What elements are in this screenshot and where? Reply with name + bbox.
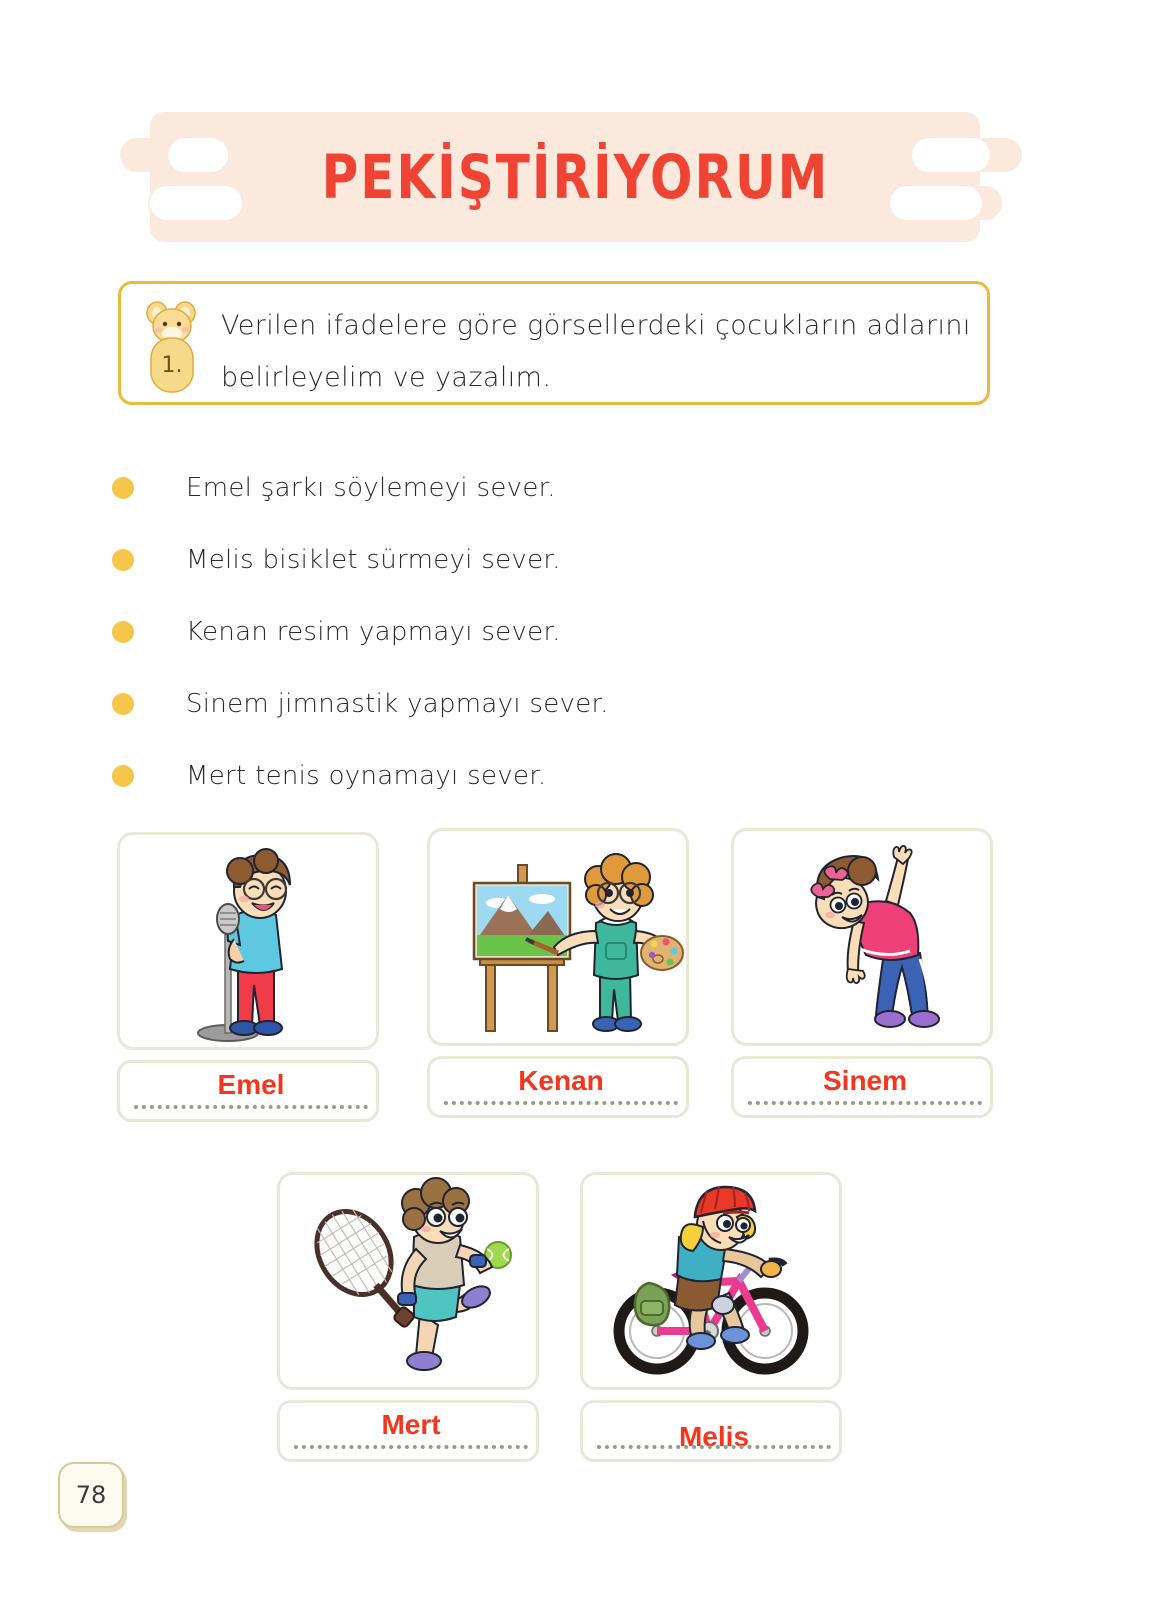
answer-box[interactable]	[731, 1056, 993, 1118]
list-item	[112, 524, 812, 596]
page-header-banner	[0, 112, 1151, 242]
instruction-box	[118, 281, 990, 405]
writing-line	[134, 1105, 368, 1109]
answer-text: Melis	[678, 1421, 750, 1452]
statement-text: Sinem jimnastik yapmayı sever.	[186, 689, 609, 719]
answer-box[interactable]	[117, 1060, 379, 1122]
mouse-icon	[143, 296, 201, 396]
writing-line	[294, 1445, 528, 1449]
answer-box[interactable]	[427, 1056, 689, 1118]
page-title: PEKİŞTİRİYORUM	[321, 142, 830, 213]
girl-gymnastics-stretch-icon	[731, 828, 993, 1046]
answer-card-sinem	[731, 828, 993, 1118]
list-item	[112, 740, 812, 812]
girl-riding-bicycle-icon	[580, 1172, 842, 1390]
answer-text: Sinem	[822, 1065, 908, 1096]
list-item	[112, 452, 812, 524]
statement-text: Mert tenis oynamayı sever.	[186, 761, 547, 791]
answer-text: Kenan	[518, 1065, 604, 1096]
boy-painting-easel-icon	[427, 828, 689, 1046]
answer-card-kenan	[427, 828, 689, 1118]
answer-card-mert	[277, 1172, 539, 1462]
bullet-dot-icon	[112, 693, 134, 715]
bullet-dot-icon	[112, 477, 134, 499]
writing-line	[748, 1101, 982, 1105]
girl-singing-microphone-icon	[117, 832, 379, 1050]
answer-card-melis	[580, 1172, 842, 1462]
bullet-dot-icon	[112, 621, 134, 643]
list-item	[112, 596, 812, 668]
statement-text: Melis bisiklet sürmeyi sever.	[186, 545, 561, 575]
answer-text: Emel	[217, 1069, 285, 1100]
instruction-text: Verilen ifadelere göre görsellerdeki çocukların adlarını belirleyelim ve yazalım.	[221, 310, 971, 393]
answer-box[interactable]	[277, 1400, 539, 1462]
page-number: 78	[58, 1462, 124, 1528]
answer-card-emel	[117, 832, 379, 1122]
statement-text: Emel şarkı söylemeyi sever.	[186, 473, 556, 503]
writing-line	[444, 1101, 678, 1105]
statement-text: Kenan resim yapmayı sever.	[186, 617, 561, 647]
boy-playing-tennis-icon	[277, 1172, 539, 1390]
list-item	[112, 668, 812, 740]
instruction-number: 1.	[161, 353, 183, 378]
writing-line	[597, 1445, 831, 1449]
statement-list	[112, 452, 812, 812]
bullet-dot-icon	[112, 765, 134, 787]
answer-text: Mert	[381, 1409, 441, 1440]
answer-box[interactable]	[580, 1400, 842, 1462]
bullet-dot-icon	[112, 549, 134, 571]
